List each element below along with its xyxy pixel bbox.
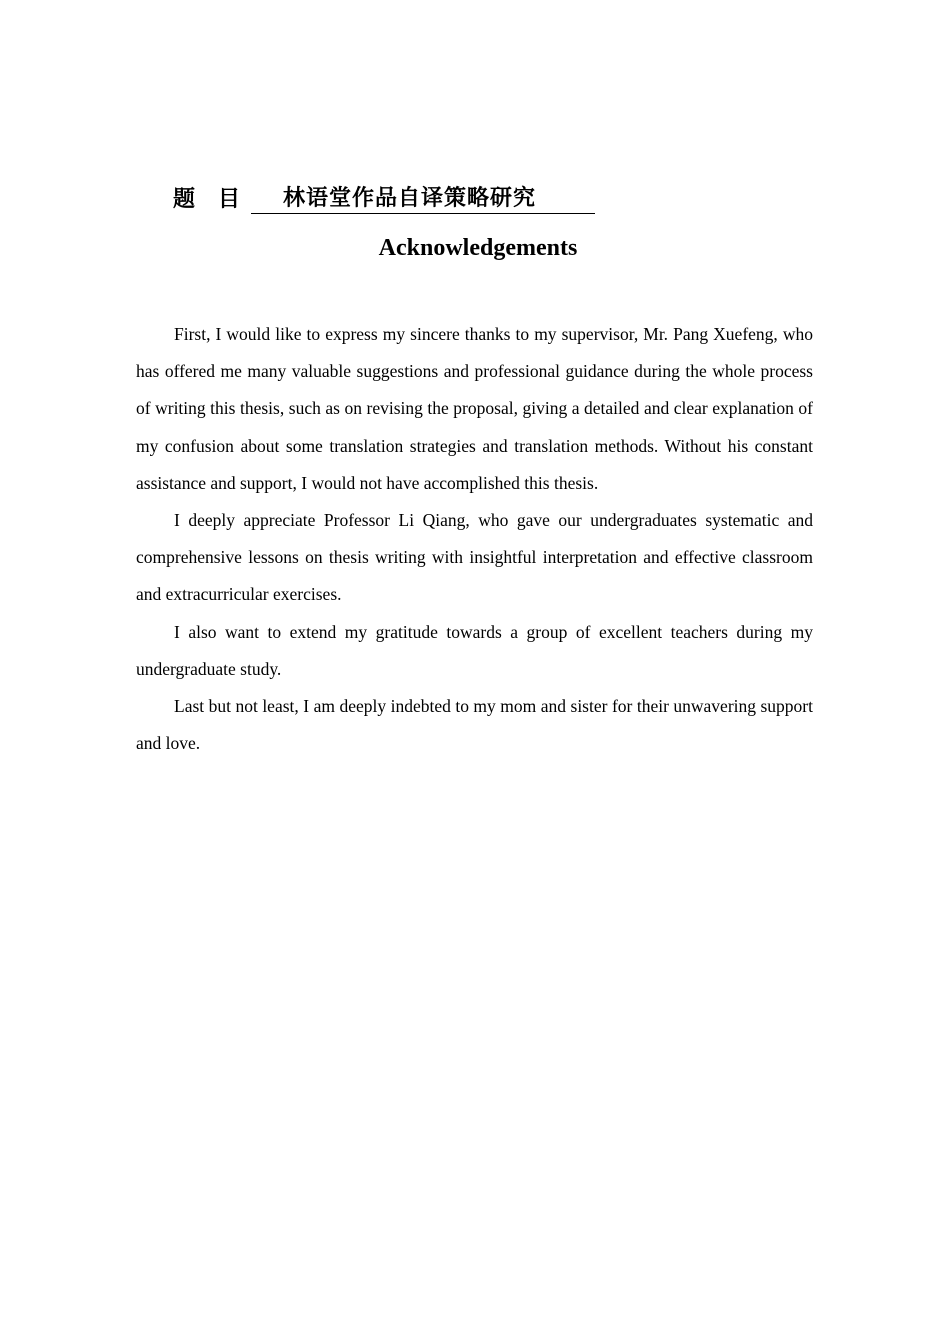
paragraph-professor: I deeply appreciate Professor Li Qiang, who gave our undergraduates systematic and comprehensive lessons on thesis writing with insightful interpretation and effective classroom and extracurricular exercises. xyxy=(136,510,813,605)
title-value: 林语堂作品自译策略研究 xyxy=(251,185,595,214)
paragraph-family: Last but not least, I am deeply indebted to my mom and sister for their unwavering support and love. xyxy=(136,696,813,754)
acknowledgements-body xyxy=(136,316,813,762)
paragraph-teachers: I also want to extend my gratitude towards a group of excellent teachers during my undergraduate study. xyxy=(136,621,813,679)
thesis-title-line xyxy=(173,182,595,214)
acknowledgements-heading: Acknowledgements xyxy=(378,235,578,261)
paragraph-supervisor: First, I would like to express my sincere thanks to my supervisor, Mr. Pang Xuefeng, who has offered me many valuable suggestions and professional guidance during the whole process of writing this thesis, such as on revising the proposal, giving a detailed and clear explanation of my confusion about some translation strategies and translation methods. Without his constant assistance and support, I would not have accomplished this thesis. xyxy=(136,324,813,493)
title-label: 题 目 xyxy=(173,187,240,212)
